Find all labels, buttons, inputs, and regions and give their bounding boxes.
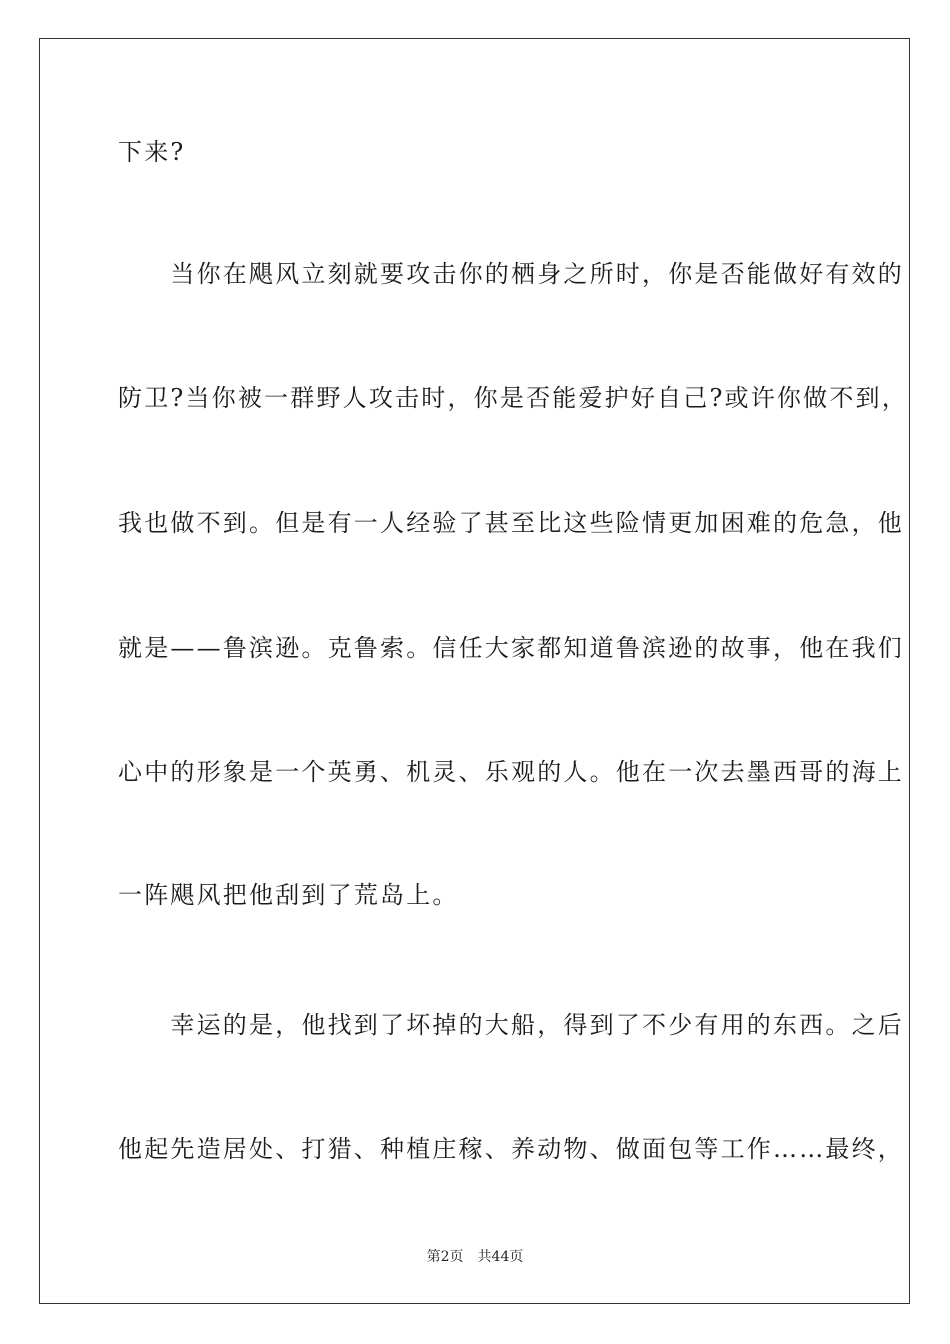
text-line: 当你在飓风立刻就要攻击你的栖身之所时，你是否能做好有效的: [118, 260, 904, 288]
text-line: 他起先造居处、打猎、种植庄稼、养动物、做面包等工作……最终，: [118, 1135, 904, 1163]
page-border: [39, 38, 910, 1304]
page-footer: [0, 1248, 950, 1266]
text-line: 下来?: [118, 138, 186, 166]
text-line: 心中的形象是一个英勇、机灵、乐观的人。他在一次去墨西哥的海上: [118, 758, 904, 786]
total-pages: 共44页: [477, 1249, 524, 1265]
text-line: 我也做不到。但是有一人经验了甚至比这些险情更加困难的危急，他: [118, 509, 904, 537]
text-line: 幸运的是，他找到了坏掉的大船，得到了不少有用的东西。之后: [118, 1011, 904, 1039]
text-line: 就是——鲁滨逊。克鲁索。信任大家都知道鲁滨逊的故事，他在我们: [118, 634, 904, 662]
text-line: 防卫?当你被一群野人攻击时，你是否能爱护好自己?或许你做不到，: [118, 384, 908, 412]
page-number: 第2页: [426, 1249, 464, 1265]
text-line: 一阵飓风把他刮到了荒岛上。: [118, 881, 459, 909]
